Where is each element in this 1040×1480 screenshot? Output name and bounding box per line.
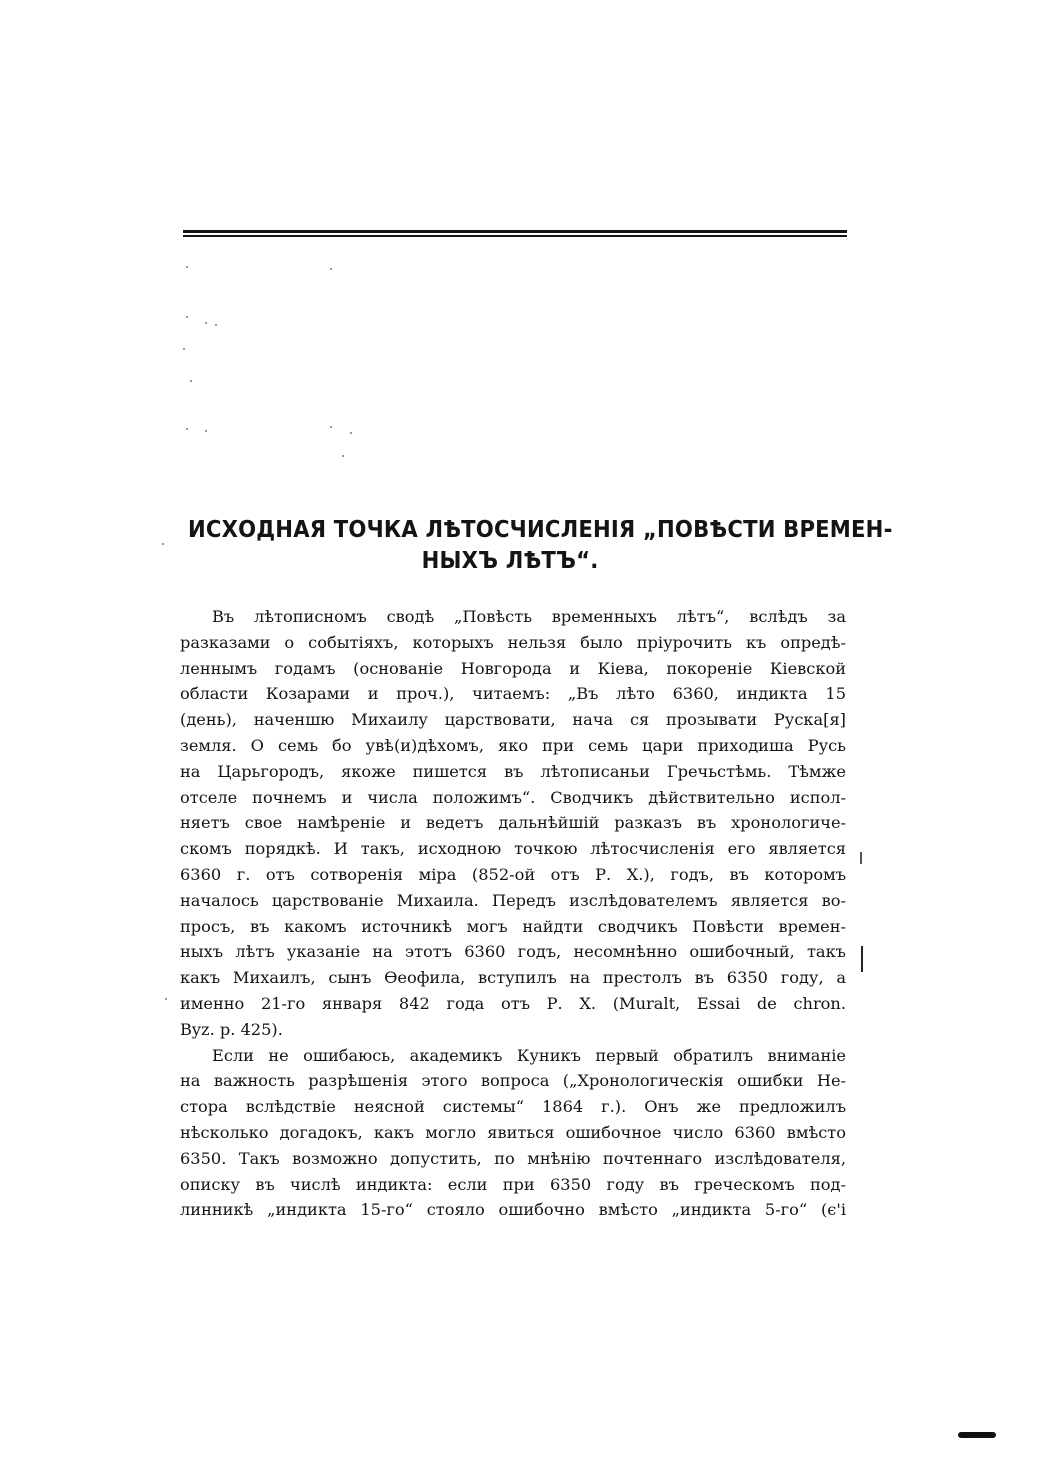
text-line: няетъ свое намѣреніе и ведетъ дальнѣйшій разказъ въ хронологиче- xyxy=(180,813,846,833)
page-corner-mark xyxy=(958,1432,996,1438)
margin-mark xyxy=(860,852,862,864)
text-line: началось царствованіе Михаила. Передъ изслѣдователемъ является во- xyxy=(180,890,846,910)
text-line: разказами о событіяхъ, которыхъ нельзя было пріурочить къ опредѣ- xyxy=(180,632,846,652)
scan-speck xyxy=(205,430,207,432)
text-line: Если не ошибаюсь, академикъ Куникъ первый обратилъ вниманіе xyxy=(212,1045,846,1065)
text-line: (день), наченшю Михаилу царствовати, нача ся прозывати Руска[я] xyxy=(180,710,846,730)
scan-speck xyxy=(205,322,207,324)
text-line: именно 21-го января 842 года отъ Р. Х. (Muralt, Essai de chron. xyxy=(180,993,846,1013)
text-line: стора вслѣдствіе неясной системы“ 1864 г.). Онъ же предложилъ xyxy=(180,1097,846,1117)
text-line: на важность разрѣшенія этого вопроса („Хронологическія ошибки Не- xyxy=(180,1071,846,1091)
article-body xyxy=(180,604,846,1223)
text-line: отселе почнемъ и числа положимъ“. Сводчикъ дѣйствительно испол- xyxy=(180,787,846,807)
scan-speck xyxy=(190,380,192,382)
scan-speck xyxy=(183,348,185,350)
text-line: области Козарами и проч.), читаемъ: „Въ лѣто 6360, индикта 15 xyxy=(180,684,846,704)
text-line: Byz. p. 425). xyxy=(180,1019,283,1039)
scan-speck xyxy=(350,432,352,434)
text-line: описку въ числѣ индикта: если при 6350 году въ греческомъ под- xyxy=(180,1174,846,1194)
text-line: 6350. Такъ возможно допустить, по мнѣнію почтеннаго изслѣдователя, xyxy=(180,1148,846,1168)
text-line: скомъ порядкѣ. И такъ, исходною точкою лѣтосчисленія его является xyxy=(180,839,846,859)
text-line: какъ Михаилъ, сынъ Ѳеофила, вступилъ на престолъ въ 6350 году, а xyxy=(180,968,846,988)
scan-speck xyxy=(215,324,217,326)
scan-speck xyxy=(330,268,332,270)
text-line: на Царьгородъ, якоже пишется въ лѣтописаньи Гречьстѣмь. Тѣмже xyxy=(180,761,846,781)
text-line: леннымъ годамъ (основаніе Новгорода и Кіева, покореніе Кіевской xyxy=(180,658,846,678)
scan-speck xyxy=(186,266,188,268)
scan-speck xyxy=(162,543,164,545)
text-line: 6360 г. отъ сотворенія міра (852-ой отъ Р. Х.), годъ, въ которомъ xyxy=(180,864,846,884)
margin-bar xyxy=(861,946,863,972)
paragraph-2 xyxy=(180,1043,846,1224)
scan-speck xyxy=(342,455,344,457)
article-title xyxy=(188,515,893,577)
scan-speck xyxy=(165,998,167,1000)
text-line: Въ лѣтописномъ сводѣ „Повѣсть временныхъ лѣтъ“, вслѣдъ за xyxy=(212,607,846,626)
text-line: ныхъ лѣтъ указаніе на этотъ 6360 годъ, несомнѣнно ошибочный, такъ xyxy=(180,942,846,962)
text-line: земля. О семь бо увѣ(и)дѣхомъ, яко при семь цари приходиша Русь xyxy=(180,735,846,755)
paragraph-1 xyxy=(180,604,846,1043)
article-title-line-2: НЫХЪ ЛѢТЪ“. xyxy=(421,548,599,574)
text-line: нѣсколько догадокъ, какъ могло явиться ошибочное число 6360 вмѣсто xyxy=(180,1122,846,1142)
text-line: линникѣ „индикта 15-го“ стояло ошибочно вмѣсто „индикта 5-го“ (є'і xyxy=(180,1200,846,1220)
header-rule xyxy=(183,230,847,233)
text-line: просъ, въ какомъ источникѣ могъ найдти сводчикъ Повѣсти времен- xyxy=(180,916,846,936)
scan-speck xyxy=(330,426,332,428)
scan-speck xyxy=(186,428,188,430)
scan-speck xyxy=(186,316,188,318)
article-title-line-1: ИСХОДНАЯ ТОЧКА ЛѢТОСЧИСЛЕНІЯ „ПОВѢСТИ ВРЕМЕН- xyxy=(188,517,893,543)
header-rule-thin xyxy=(183,235,847,237)
